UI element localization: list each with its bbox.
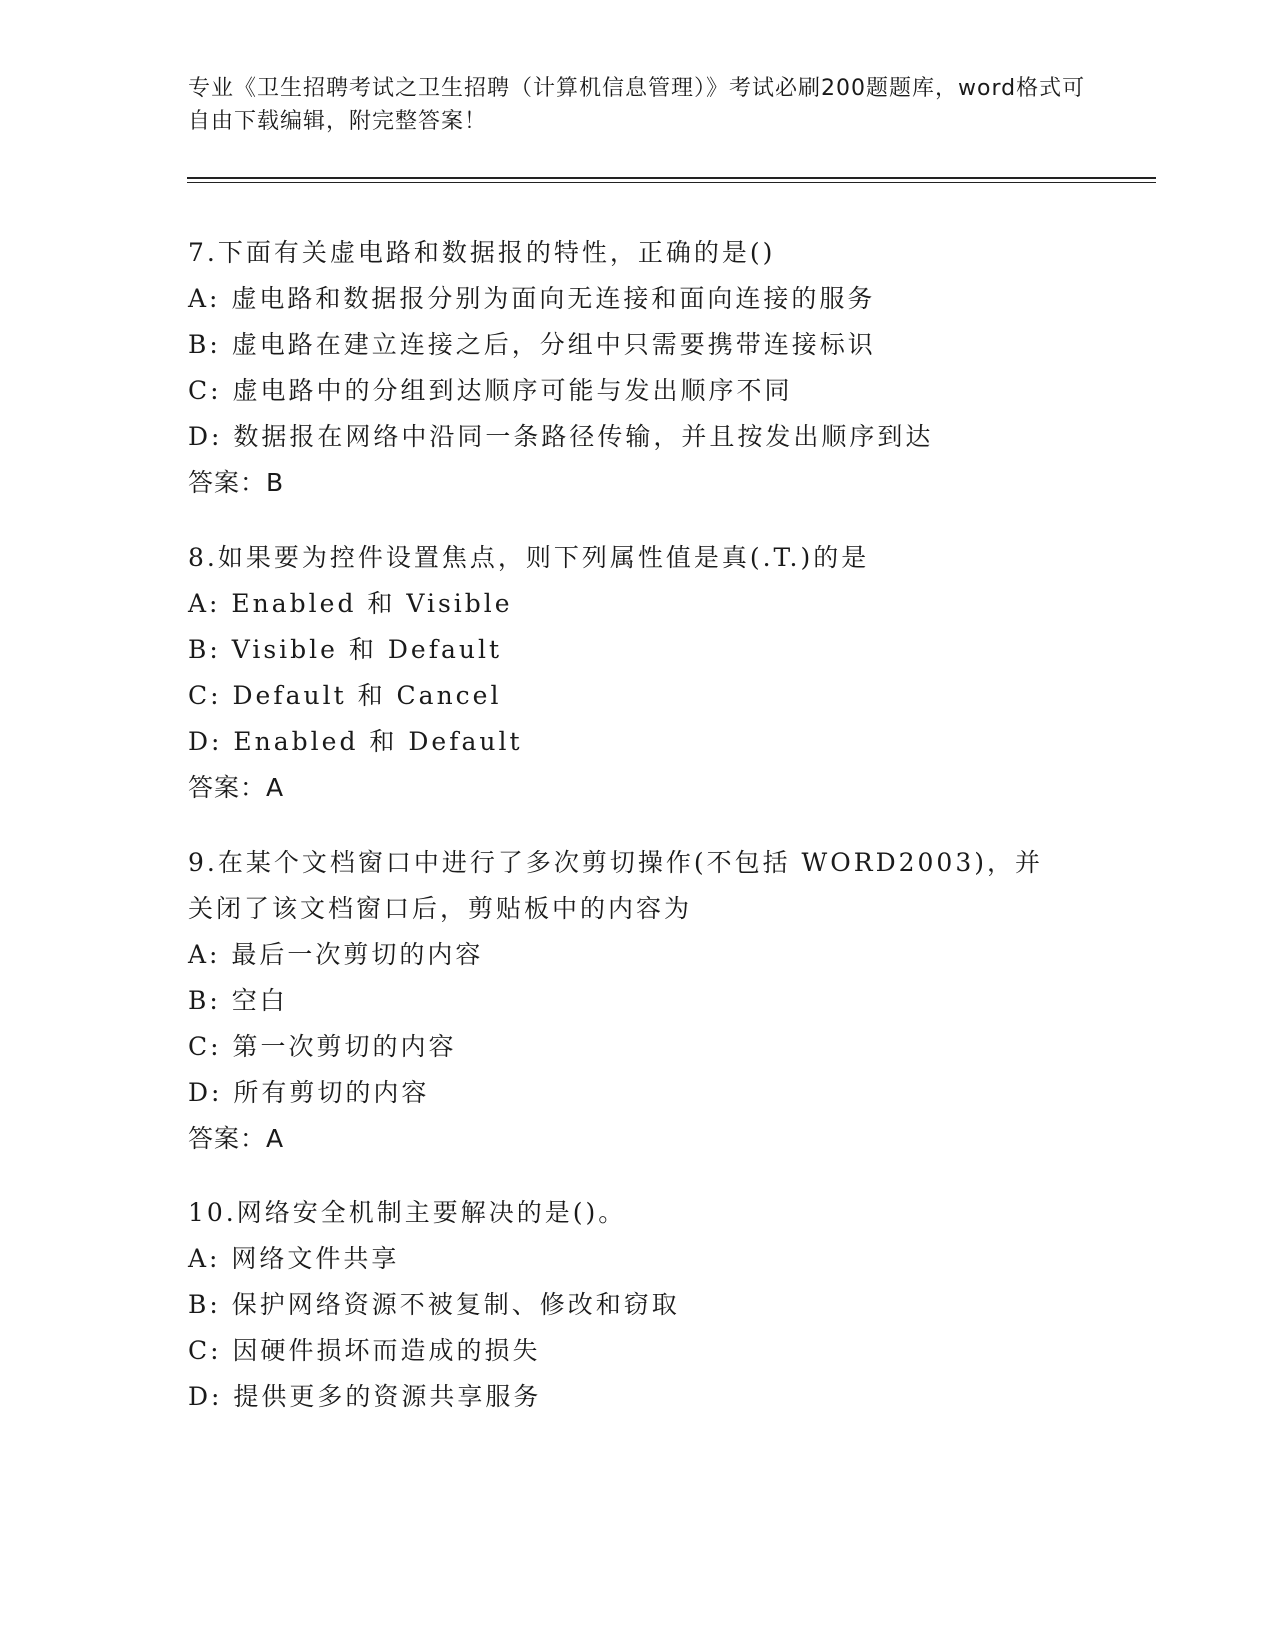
option-d: D: Enabled 和 Default (188, 727, 523, 756)
answer-line: 答案：A (188, 1124, 285, 1153)
option-a: A: Enabled 和 Visible (188, 589, 513, 618)
option-c: C: 第一次剪切的内容 (188, 1032, 457, 1061)
option-c: C: Default 和 Cancel (188, 681, 502, 710)
option-a: A: 最后一次剪切的内容 (188, 940, 484, 969)
answer-line: 答案：A (188, 773, 285, 802)
option-b: B: 空白 (188, 986, 288, 1015)
option-a: A: 网络文件共享 (188, 1244, 400, 1273)
option-d: D: 所有剪切的内容 (188, 1078, 430, 1107)
option-b: B: 保护网络资源不被复制、修改和窃取 (188, 1290, 680, 1319)
option-d: D: 提供更多的资源共享服务 (188, 1382, 542, 1411)
question-9 (188, 840, 1088, 1162)
option-c: C: 虚电路中的分组到达顺序可能与发出顺序不同 (188, 376, 793, 405)
question-stem: 7.下面有关虚电路和数据报的特性，正确的是() (188, 238, 776, 267)
document-header: 专业《卫生招聘考试之卫生招聘（计算机信息管理）》考试必刷200题题库，word格式可自由下载编辑，附完整答案！ (188, 76, 1086, 134)
option-c: C: 因硬件损坏而造成的损失 (188, 1336, 541, 1365)
question-stem: 9.在某个文档窗口中进行了多次剪切操作(不包括 WORD2003)，并关闭了该文档窗口后，剪贴板中的内容为 (188, 848, 1043, 923)
option-d: D: 数据报在网络中沿同一条路径传输，并且按发出顺序到达 (188, 422, 934, 451)
question-stem: 8.如果要为控件设置焦点，则下列属性值是真(.T.)的是 (188, 543, 870, 572)
question-7 (188, 230, 1088, 506)
header-divider-thin (187, 182, 1156, 183)
question-10 (188, 1190, 1088, 1420)
header-divider-thick (187, 177, 1156, 179)
option-a: A: 虚电路和数据报分别为面向无连接和面向连接的服务 (188, 284, 876, 313)
question-8 (188, 535, 1088, 811)
answer-line: 答案：B (188, 468, 285, 497)
option-b: B: Visible 和 Default (188, 635, 503, 664)
option-b: B: 虚电路在建立连接之后，分组中只需要携带连接标识 (188, 330, 876, 359)
question-stem: 10.网络安全机制主要解决的是()。 (188, 1198, 627, 1227)
